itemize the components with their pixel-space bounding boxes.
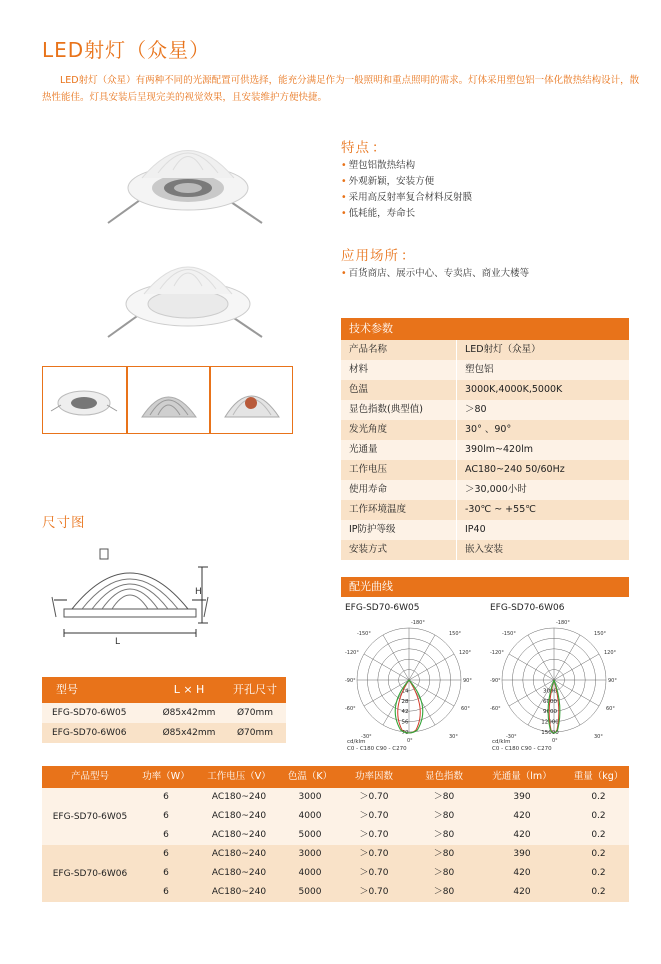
table-cell: ＞80 bbox=[433, 849, 455, 859]
feature-item: • 采用高反射率复合材料反射膜 bbox=[341, 190, 472, 206]
table-cell: 4000 bbox=[298, 868, 322, 878]
spec-row bbox=[341, 380, 629, 400]
spec-value: 390lm~420lm bbox=[456, 440, 629, 460]
product-table-header bbox=[42, 766, 629, 788]
table-cell: 5000 bbox=[298, 830, 322, 840]
spec-row bbox=[341, 360, 629, 380]
polar-angle-label: 60° bbox=[461, 706, 470, 712]
polar-angle-label: 60° bbox=[606, 706, 615, 712]
table-row bbox=[42, 703, 286, 723]
polar-angle-label: -90° bbox=[490, 678, 501, 684]
spec-table bbox=[341, 318, 629, 560]
polar-angle-label: 0° bbox=[552, 738, 558, 744]
table-cell: ＞0.70 bbox=[359, 811, 389, 821]
table-cell: AC180~240 bbox=[211, 849, 267, 859]
detail-photo-back bbox=[210, 366, 293, 434]
table-cell: 4000 bbox=[298, 811, 322, 821]
spec-key: 光通量 bbox=[349, 444, 378, 455]
table-cell: 0.2 bbox=[591, 792, 606, 802]
polar-angle-label: -30° bbox=[506, 734, 517, 740]
spec-value: -30℃ ~ +55℃ bbox=[456, 500, 629, 520]
table-cell: AC180~240 bbox=[211, 792, 267, 802]
spec-row bbox=[341, 520, 629, 540]
curve-legend-left: C0 - C180 C90 - C270 bbox=[347, 746, 407, 752]
size-header-cutout: 开孔尺寸 bbox=[233, 683, 277, 696]
table-cell: AC180~240 bbox=[211, 868, 267, 878]
polar-spoke bbox=[383, 635, 409, 680]
polar-spoke bbox=[528, 635, 554, 680]
dimension-heading: 尺寸图 bbox=[42, 515, 86, 531]
applications-heading: 应用场所 ： bbox=[341, 248, 416, 264]
table-cell: 0.2 bbox=[591, 830, 606, 840]
table-cell: AC180~240 bbox=[211, 887, 267, 897]
polar-angle-label: -30° bbox=[361, 734, 372, 740]
table-cell: Ø85x42mm bbox=[162, 708, 216, 718]
table-cell: ＞0.70 bbox=[359, 868, 389, 878]
header-cell: 功率（W） bbox=[142, 771, 190, 782]
polar-angle-label: -90° bbox=[345, 678, 356, 684]
dimension-label-h: H bbox=[195, 587, 202, 597]
table-cell: 6 bbox=[163, 792, 169, 802]
table-cell: AC180~240 bbox=[211, 830, 267, 840]
header-cell: 色温（K） bbox=[287, 771, 333, 782]
polar-angle-label: -180° bbox=[556, 620, 570, 626]
polar-angle-label: 90° bbox=[463, 678, 472, 684]
polar-spoke bbox=[409, 635, 435, 680]
table-cell: Ø70mm bbox=[236, 708, 274, 718]
table-cell: 3000 bbox=[298, 792, 322, 802]
feature-item: • 外观新颖，安装方便 bbox=[341, 174, 472, 190]
table-cell: ＞80 bbox=[433, 868, 455, 878]
feature-item: • 低耗能，寿命长 bbox=[341, 206, 472, 222]
polar-angle-label: 0° bbox=[407, 738, 413, 744]
spec-value: LED射灯（众星） bbox=[456, 340, 629, 360]
spec-key: 工作环境温度 bbox=[349, 504, 407, 515]
product-group bbox=[42, 845, 629, 902]
size-table bbox=[42, 677, 286, 743]
table-cell: ＞80 bbox=[433, 811, 455, 821]
spec-row bbox=[341, 460, 629, 480]
table-cell: 420 bbox=[513, 811, 531, 821]
polar-angle-label: 150° bbox=[449, 631, 462, 637]
polar-chart-left bbox=[343, 616, 475, 756]
table-cell: ＞80 bbox=[433, 830, 455, 840]
table-cell: 6 bbox=[163, 830, 169, 840]
polar-spoke bbox=[554, 635, 580, 680]
spec-key: 材料 bbox=[349, 364, 369, 375]
header-cell: 显色指数 bbox=[424, 771, 463, 782]
header-cell: 光通量（lm） bbox=[492, 771, 552, 782]
table-cell: 390 bbox=[513, 792, 531, 802]
spec-value: IP40 bbox=[456, 520, 629, 540]
polar-angle-label: 150° bbox=[594, 631, 607, 637]
spec-value: 3000K,4000K,5000K bbox=[456, 380, 629, 400]
table-cell: AC180~240 bbox=[211, 811, 267, 821]
polar-scale-label: 42 bbox=[401, 709, 409, 716]
dimension-drawing bbox=[42, 545, 232, 645]
curve-model-left: EFG-SD70-6W05 bbox=[345, 603, 420, 613]
spec-key: 产品名称 bbox=[349, 344, 388, 355]
polar-angle-label: 120° bbox=[604, 650, 617, 656]
spec-value: 嵌入安装 bbox=[456, 540, 629, 560]
product-model: EFG-SD70-6W06 bbox=[52, 868, 128, 879]
polar-scale-label: 15000 bbox=[541, 730, 559, 736]
table-cell: 6 bbox=[163, 811, 169, 821]
polar-spoke bbox=[364, 654, 409, 680]
curve-unit-right: cd/klm bbox=[492, 739, 511, 745]
header-cell: 重量（kg） bbox=[573, 771, 624, 782]
detail-photo-side bbox=[127, 366, 210, 434]
spec-key: 安装方式 bbox=[349, 544, 388, 555]
table-cell: ＞0.70 bbox=[359, 887, 389, 897]
product-model: EFG-SD70-6W05 bbox=[52, 811, 128, 822]
features-heading: 特点 ： bbox=[341, 140, 387, 156]
table-cell: Ø70mm bbox=[236, 728, 274, 738]
detail-photo-front bbox=[42, 366, 127, 434]
table-cell: 390 bbox=[513, 849, 531, 859]
table-cell: 5000 bbox=[298, 887, 322, 897]
spec-key: 工作电压 bbox=[349, 464, 388, 475]
product-photo-main bbox=[78, 128, 278, 228]
polar-angle-label: -120° bbox=[345, 650, 359, 656]
table-cell: 6 bbox=[163, 849, 169, 859]
polar-scale-label: 6000 bbox=[543, 698, 557, 705]
table-cell: 0.2 bbox=[591, 811, 606, 821]
polar-scale-label: 56 bbox=[401, 719, 409, 726]
table-row bbox=[138, 807, 629, 826]
table-row bbox=[138, 845, 629, 864]
table-cell: ＞0.70 bbox=[359, 830, 389, 840]
header-cell: 产品型号 bbox=[70, 771, 109, 782]
light-curve-heading: 配光曲线 bbox=[341, 577, 629, 597]
polar-angle-label: 30° bbox=[594, 734, 603, 740]
table-cell: ＞80 bbox=[433, 792, 455, 802]
polar-angle-label: -150° bbox=[502, 631, 516, 637]
size-header-model: 型号 bbox=[56, 683, 78, 696]
spec-key: 显色指数(典型值) bbox=[349, 404, 423, 415]
feature-item: • 塑包铝散热结构 bbox=[341, 158, 472, 174]
spec-key: 使用寿命 bbox=[349, 484, 388, 495]
polar-chart-right bbox=[488, 616, 620, 756]
table-cell: 6 bbox=[163, 887, 169, 897]
polar-scale-label: 12000 bbox=[541, 719, 559, 726]
polar-angle-label: 90° bbox=[608, 678, 617, 684]
page-title: LED射灯（众星） bbox=[42, 38, 211, 62]
product-photo-secondary bbox=[78, 242, 278, 342]
spec-key: 发光角度 bbox=[349, 424, 388, 435]
polar-angle-label: 30° bbox=[449, 734, 458, 740]
curve-model-right: EFG-SD70-6W06 bbox=[490, 603, 565, 613]
table-cell: ＞0.70 bbox=[359, 792, 389, 802]
polar-angle-label: -150° bbox=[357, 631, 371, 637]
table-cell: 0.2 bbox=[591, 868, 606, 878]
spec-key: 色温 bbox=[349, 384, 369, 395]
polar-scale-label: 3000 bbox=[543, 688, 557, 695]
spec-value: ＞80 bbox=[456, 400, 629, 420]
polar-angle-label: -180° bbox=[411, 620, 425, 626]
table-row bbox=[138, 864, 629, 883]
table-cell: Ø85x42mm bbox=[162, 728, 216, 738]
polar-angle-label: -60° bbox=[490, 706, 501, 712]
spec-row bbox=[341, 400, 629, 420]
size-table-header bbox=[42, 677, 286, 703]
product-table bbox=[42, 766, 629, 902]
polar-spoke bbox=[509, 654, 554, 680]
spec-row bbox=[341, 420, 629, 440]
dimension-label-l: L bbox=[115, 637, 121, 647]
features-list bbox=[341, 158, 472, 222]
polar-angle-label: -60° bbox=[345, 706, 356, 712]
size-header-lh: L × H bbox=[173, 683, 205, 696]
spec-key: IP防护等级 bbox=[349, 524, 396, 535]
table-row bbox=[138, 883, 629, 902]
polar-scale-label: 14 bbox=[401, 688, 409, 695]
header-cell: 功率因数 bbox=[354, 771, 393, 782]
product-group bbox=[42, 788, 629, 845]
spec-row bbox=[341, 440, 629, 460]
table-cell: EFG-SD70-6W06 bbox=[52, 728, 127, 738]
table-cell: 420 bbox=[513, 830, 531, 840]
spec-heading: 技术参数 bbox=[341, 318, 629, 340]
table-cell: 0.2 bbox=[591, 887, 606, 897]
table-cell: 420 bbox=[513, 887, 531, 897]
polar-scale-label: 70 bbox=[401, 730, 409, 736]
polar-scale-label: 28 bbox=[401, 698, 409, 705]
table-cell: EFG-SD70-6W05 bbox=[52, 708, 127, 718]
header-cell: 工作电压（V） bbox=[207, 771, 271, 782]
polar-spoke bbox=[554, 680, 599, 706]
spec-row bbox=[341, 540, 629, 560]
table-row bbox=[138, 826, 629, 845]
polar-spoke bbox=[409, 654, 454, 680]
application-item: • 百货商店、展示中心、专卖店、商业大楼等 bbox=[341, 266, 529, 282]
table-cell: 420 bbox=[513, 868, 531, 878]
polar-scale-label: 9000 bbox=[543, 709, 557, 716]
table-cell: 3000 bbox=[298, 849, 322, 859]
table-cell: 0.2 bbox=[591, 849, 606, 859]
spec-value: 塑包铝 bbox=[456, 360, 629, 380]
intro-paragraph: LED射灯（众星）有两种不同的光源配置可供选择，能充分满足作为一般照明和重点照明的需求。灯体采用塑包铝一体化散热结构设计，散热性能佳。灯具安装后呈现完美的视觉效果，且安装维护方便快捷。 bbox=[42, 75, 640, 103]
curve-legend-right: C0 - C180 C90 - C270 bbox=[492, 746, 552, 752]
table-row bbox=[42, 723, 286, 743]
curve-unit-left: cd/klm bbox=[347, 739, 366, 745]
spec-row bbox=[341, 480, 629, 500]
spec-row bbox=[341, 340, 629, 360]
table-row bbox=[138, 788, 629, 807]
spec-value: AC180~240 50/60Hz bbox=[456, 460, 629, 480]
spec-value: ＞30,000小时 bbox=[456, 480, 629, 500]
table-cell: 6 bbox=[163, 868, 169, 878]
table-cell: ＞80 bbox=[433, 887, 455, 897]
spec-row bbox=[341, 500, 629, 520]
polar-angle-label: -120° bbox=[490, 650, 504, 656]
applications-list bbox=[341, 266, 529, 282]
polar-angle-label: 120° bbox=[459, 650, 472, 656]
table-cell: ＞0.70 bbox=[359, 849, 389, 859]
polar-spoke bbox=[554, 654, 599, 680]
spec-value: 30° 、90° bbox=[456, 420, 629, 440]
